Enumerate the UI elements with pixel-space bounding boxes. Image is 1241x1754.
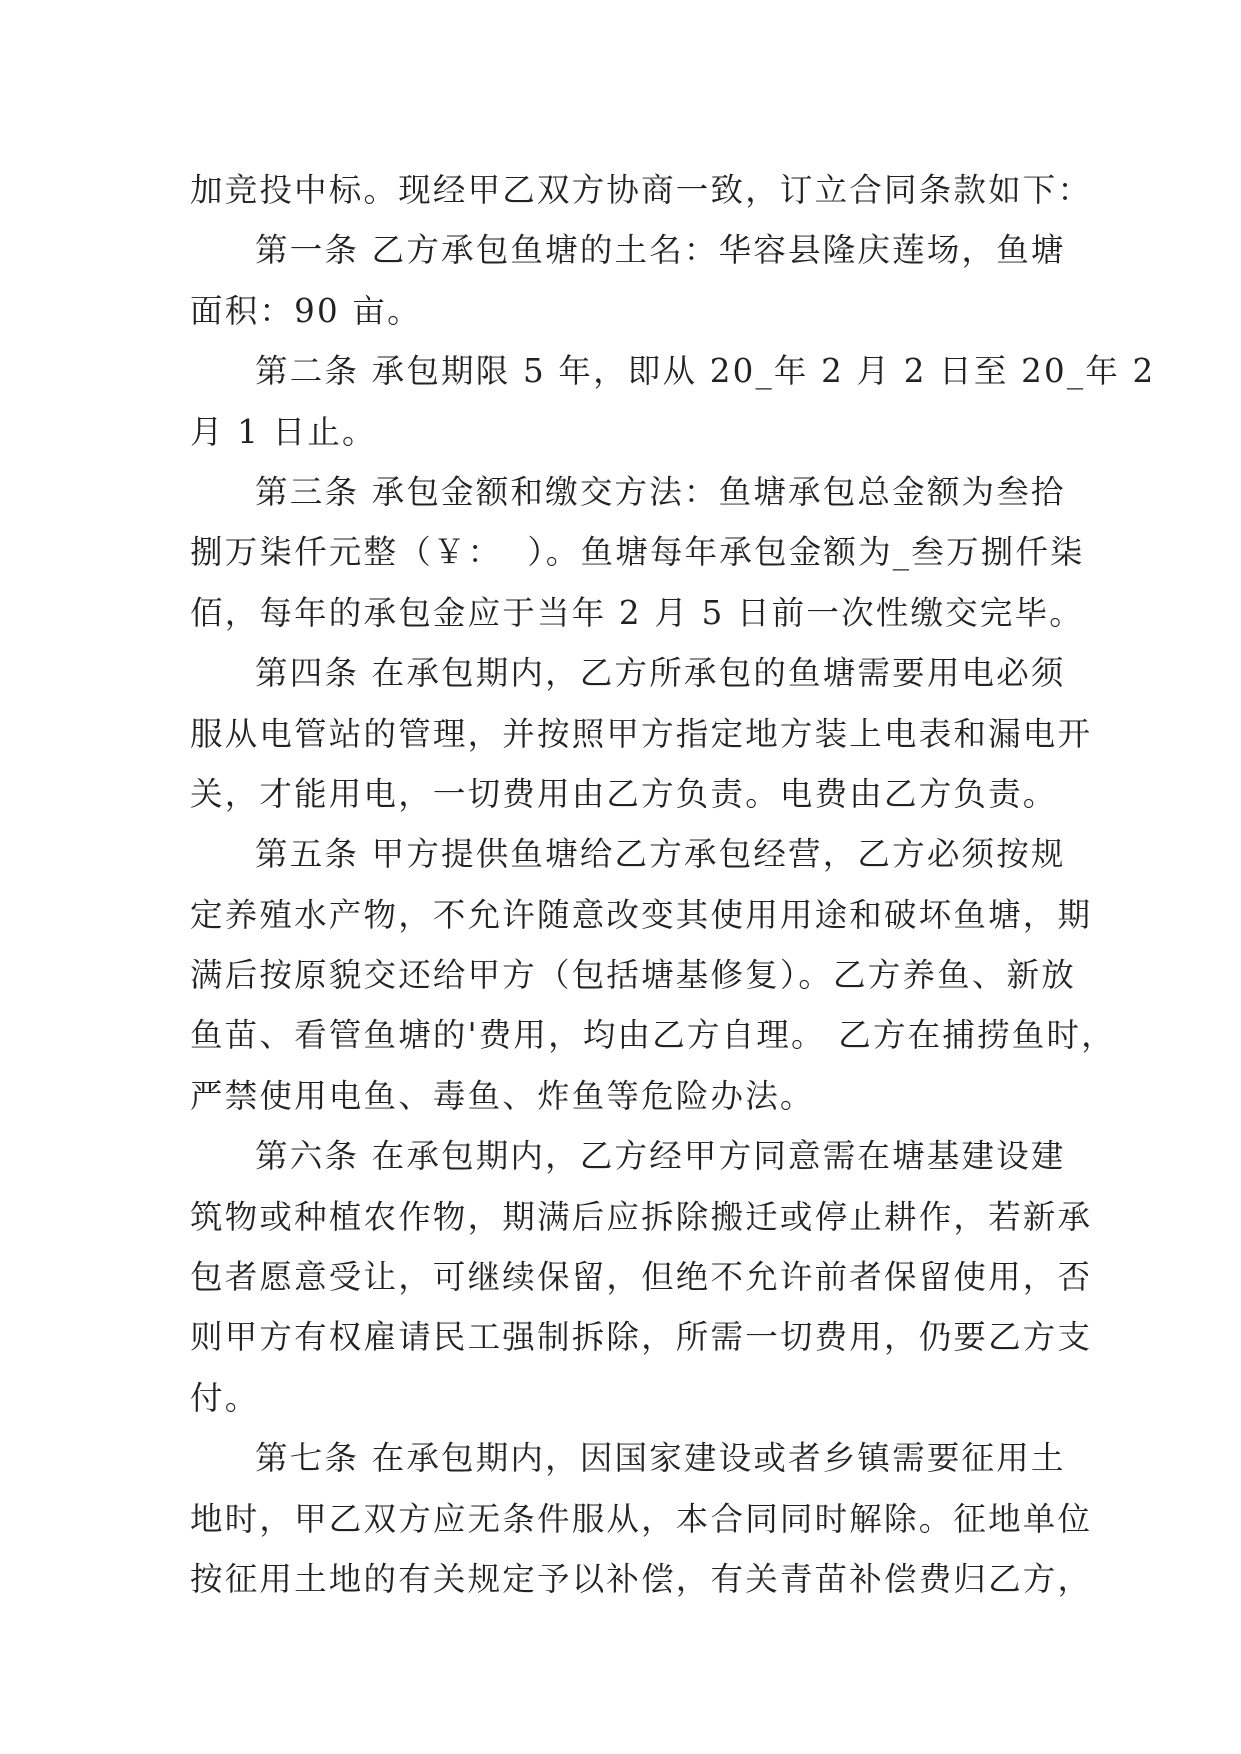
article-3-line: 第三条 承包金额和缴交方法：鱼塘承包总金额为叁拾 <box>255 472 1066 511</box>
article-6-line: 第六条 在承包期内，乙方经甲方同意需在塘基建设建 <box>255 1137 1066 1176</box>
text-line: 关，才能用电，一切费用由乙方负责。电费由乙方负责。 <box>190 774 1058 813</box>
text-line: 月 1 日止。 <box>190 412 377 451</box>
text-line: 加竞投中标。现经甲乙双方协商一致，订立合同条款如下： <box>190 171 1093 209</box>
text-line: 包者愿意受让，可继续保留，但绝不允许前者保留使用，否 <box>190 1258 1093 1297</box>
text-line: 严禁使用电鱼、毒鱼、炸鱼等危险办法。 <box>190 1076 815 1115</box>
article-5-line: 第五条 甲方提供鱼塘给乙方承包经营，乙方必须按规 <box>255 835 1066 874</box>
article-1-line: 第一条 乙方承包鱼塘的土名：华容县隆庆莲场，鱼塘 <box>255 231 1066 270</box>
text-line: 付。 <box>190 1378 260 1417</box>
text-line: 面积：90 亩。 <box>190 291 422 330</box>
article-4-line: 第四条 在承包期内，乙方所承包的鱼塘需要用电必须 <box>255 654 1066 693</box>
article-2-line: 第二条 承包期限 5 年，即从 20_年 2 月 2 日至 20_年 2 <box>255 352 1156 391</box>
text-line: 地时，甲乙双方应无条件服从，本合同同时解除。征地单位 <box>190 1499 1093 1538</box>
text-line: 佰，每年的承包金应于当年 2 月 5 日前一次性缴交完毕。 <box>190 593 1084 632</box>
text-line: 则甲方有权雇请民工强制拆除，所需一切费用，仍要乙方支 <box>190 1318 1093 1357</box>
text-line: 鱼苗、看管鱼塘的'费用，均由乙方自理。 乙方在捕捞鱼时， <box>190 1016 1116 1055</box>
text-line: 服从电管站的管理，并按照甲方指定地方装上电表和漏电开 <box>190 714 1093 753</box>
text-line: 捌万柒仟元整（￥： ）。鱼塘每年承包金额为_叁万捌仟柒 <box>190 533 1085 572</box>
article-7-line: 第七条 在承包期内，因国家建设或者乡镇需要征用土 <box>255 1439 1066 1478</box>
text-line: 定养殖水产物，不允许随意改变其使用用途和破坏鱼塘，期 <box>190 895 1093 934</box>
text-line: 筑物或种植农作物，期满后应拆除搬迁或停止耕作，若新承 <box>190 1197 1093 1236</box>
text-line: 满后按原貌交还给甲方（包括塘基修复）。乙方养鱼、新放 <box>190 956 1076 995</box>
contract-text-body <box>190 160 1156 1609</box>
text-line: 按征用土地的有关规定予以补偿，有关青苗补偿费归乙方， <box>190 1559 1093 1598</box>
